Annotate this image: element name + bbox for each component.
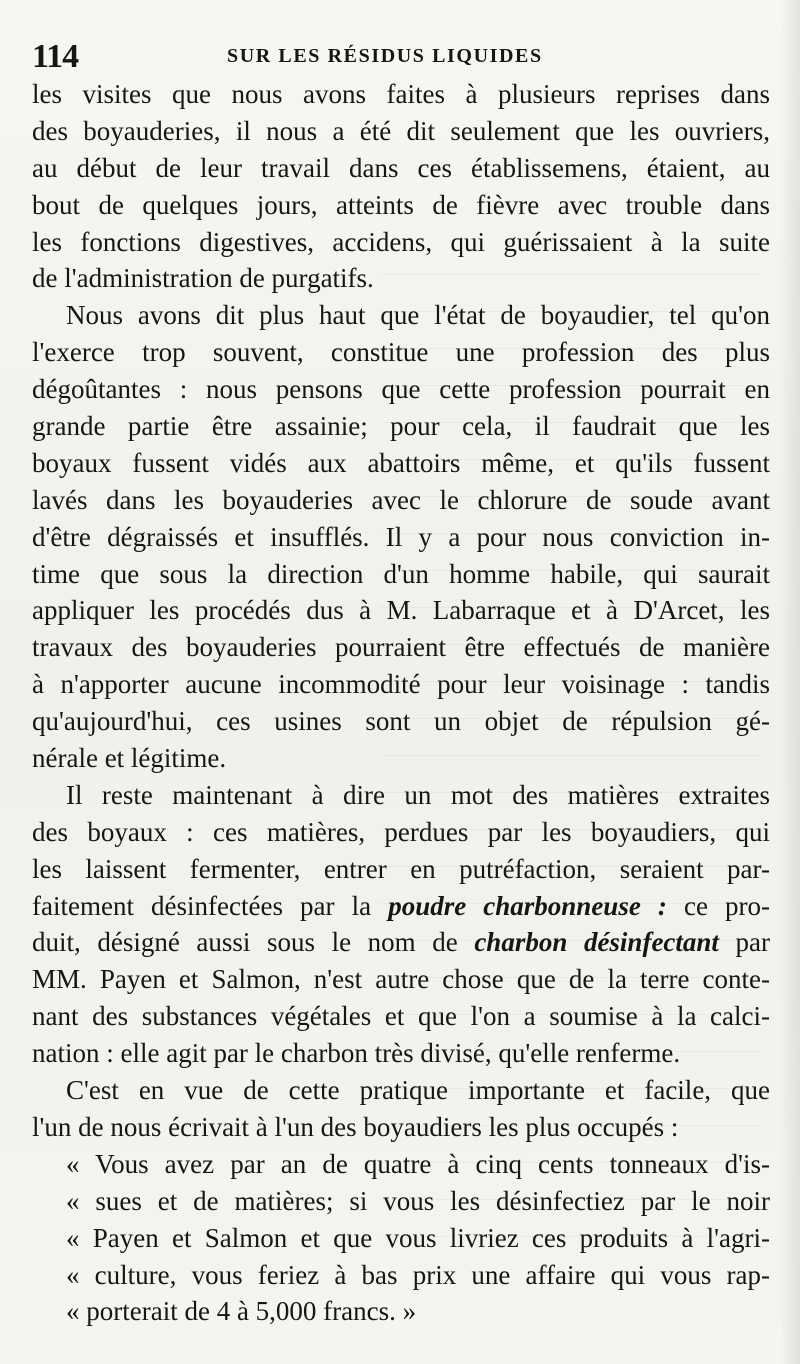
italic-term: charbon désinfectant bbox=[474, 927, 719, 958]
quote-line: « culture, vous feriez à bas prix une affaire qui vous rap- bbox=[66, 1259, 770, 1290]
quote-line: « Payen et Salmon et que vous livriez ces produits à l'agri- bbox=[66, 1222, 770, 1253]
text-line: nation : elle agit par le charbon très divisé, qu'elle renferme. bbox=[32, 1038, 681, 1069]
text-line: nant des substances végétales et que l'on a soumise à la calci- bbox=[32, 1001, 770, 1032]
text-segment: duit, désigné aussi sous le nom de bbox=[32, 927, 475, 958]
quote-line: « sues et de matières; si vous les désinfectiez par le noir bbox=[66, 1185, 770, 1216]
text-line: de l'administration de purgatifs. bbox=[32, 263, 374, 294]
italic-term: poudre charbonneuse : bbox=[388, 890, 667, 921]
text-line: appliquer les procédés dus à M. Labarraque et à D'Arcet, les bbox=[32, 595, 770, 626]
text-line: nérale et légitime. bbox=[32, 743, 227, 774]
text-line: time que sous la direction d'un homme habile, qui saurait bbox=[32, 558, 770, 589]
text-line: lavés dans les boyauderies avec le chlorure de soude avant bbox=[32, 484, 770, 515]
text-line: C'est en vue de cette pratique importante et facile, que bbox=[66, 1075, 770, 1106]
text-line: les fonctions digestives, accidens, qui guérissaient à la suite bbox=[32, 226, 770, 257]
text-line: bout de quelques jours, atteints de fièvre avec trouble dans bbox=[32, 189, 770, 220]
text-line-with-italic bbox=[32, 888, 770, 925]
text-line: au début de leur travail dans ces établissemens, étaient, au bbox=[32, 152, 770, 183]
text-line: les visites que nous avons faites à plusieurs reprises dans bbox=[32, 79, 770, 109]
page-edge-shadow bbox=[780, 0, 800, 1364]
text-segment: par bbox=[718, 927, 770, 958]
page-number: 114 bbox=[32, 38, 79, 75]
text-line: les laissent fermenter, entrer en putréfaction, seraient par- bbox=[32, 853, 770, 884]
text-line: à n'apporter aucune incommodité pour leur voisinage : tandis bbox=[32, 669, 770, 700]
text-line: boyaux fussent vidés aux abattoirs même, et qu'ils fussent bbox=[32, 447, 770, 478]
text-line: dégoûtantes : nous pensons que cette profession pourrait en bbox=[32, 374, 770, 405]
text-segment: faitement désinfectées par la bbox=[32, 890, 389, 921]
text-line: l'exerce trop souvent, constitue une profession des plus bbox=[32, 337, 770, 368]
quote-line: « Vous avez par an de quatre à cinq cents tonneaux d'is- bbox=[66, 1148, 770, 1179]
text-line: l'un de nous écrivait à l'un des boyaudiers les plus occupés : bbox=[32, 1111, 679, 1142]
text-line: des boyauderies, il nous a été dit seulement que les ouvriers, bbox=[32, 115, 770, 146]
running-title: SUR LES RÉSIDUS LIQUIDES bbox=[227, 45, 543, 67]
text-line: d'être dégraissés et insufflés. Il y a pour nous conviction in- bbox=[32, 521, 770, 552]
text-line: qu'aujourd'hui, ces usines sont un objet de répulsion gé- bbox=[32, 706, 770, 737]
text-line: Nous avons dit plus haut que l'état de boyaudier, tel qu'on bbox=[66, 300, 770, 331]
text-line-with-italic bbox=[32, 924, 770, 961]
text-line: des boyaux : ces matières, perdues par les boyaudiers, qui bbox=[32, 816, 770, 847]
text-line: travaux des boyauderies pourraient être effectués de manière bbox=[32, 632, 770, 663]
text-line: MM. Payen et Salmon, n'est autre chose que de la terre conte- bbox=[32, 964, 770, 995]
quote-line: « porterait de 4 à 5,000 francs. » bbox=[66, 1296, 417, 1327]
text-line: Il reste maintenant à dire un mot des matières extraites bbox=[66, 779, 770, 810]
text-segment: ce pro- bbox=[666, 890, 771, 921]
page-header bbox=[32, 38, 770, 78]
body-text bbox=[32, 76, 770, 1330]
text-line: grande partie être assainie; pour cela, il faudrait que les bbox=[32, 411, 770, 442]
